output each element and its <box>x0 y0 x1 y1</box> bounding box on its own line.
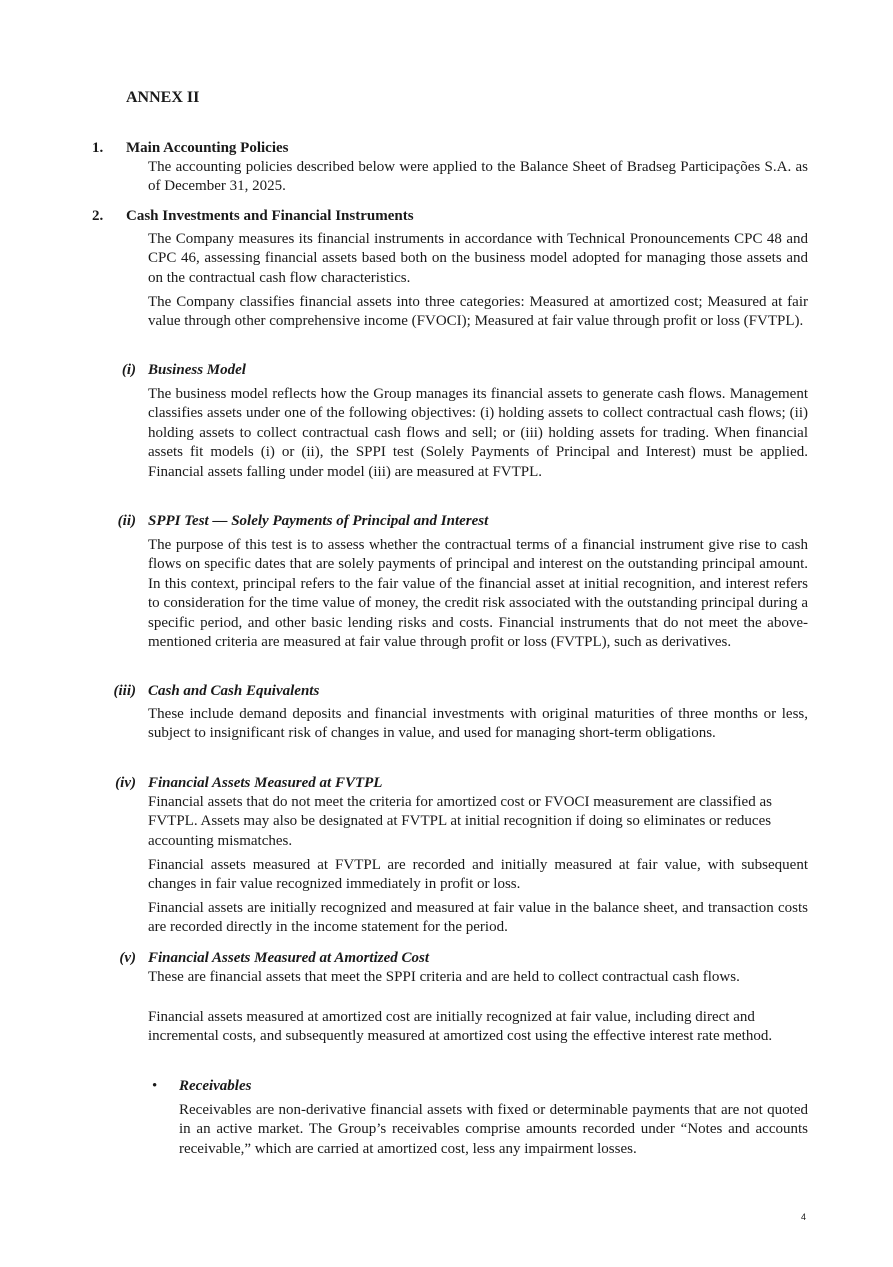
section-1-number: 1. <box>92 140 104 156</box>
subsection-i-label: (i) <box>121 362 136 378</box>
subsection-iv-heading: Financial Assets Measured at FVTPL <box>148 775 383 791</box>
subsection-iv-paragraph-2: Financial assets measured at FVTPL are recorded and initially measured at fair value, with subsequent changes in fair value recognized immediately in profit or loss. <box>148 857 808 893</box>
subsection-i-heading: Business Model <box>148 362 246 378</box>
section-1-heading: Main Accounting Policies <box>126 140 289 156</box>
section-2-paragraph-1: The Company measures its financial instruments in accordance with Technical Pronouncements CPC 48 and CPC 46, assessing financial assets based both on the business model adopted for managing those assets and on the contractual cash flow characteristics. <box>148 231 808 286</box>
section-2-heading: Cash Investments and Financial Instruments <box>126 208 414 224</box>
page-number: 4 <box>801 1212 807 1222</box>
bullet-icon: • <box>152 1078 158 1094</box>
subsection-v-label: (v) <box>119 950 136 966</box>
subsection-iii-label: (iii) <box>113 683 136 699</box>
page-title: ANNEX II <box>126 89 200 106</box>
section-1-paragraph: The accounting policies described below were applied to the Balance Sheet of Bradseg Participações S.A. as of December 31, 2025. <box>148 159 808 195</box>
subsection-iv-paragraph-1: Financial assets that do not meet the criteria for amortized cost or FVOCI measurement are classified as FVTPL. Assets may also be designated at FVTPL at initial recognition if doing so eliminates or reduces accounting mismatches. <box>148 794 772 849</box>
subsection-i-paragraph: The business model reflects how the Group manages its financial assets to generate cash flows. Management classifies assets under one of the following objectives: (i) holding assets to collect contractual cash flows; (ii) holding assets to collect contractual cash flows and sell; or (iii) holding assets for trading. When financial assets fit models (i) or (ii), the SPPI test (Solely Payments of Principal and Interest) must be applied. Financial assets falling under model (iii) are measured at FVTPL. <box>148 386 808 480</box>
subsection-ii-label: (ii) <box>117 513 136 529</box>
receivables-heading: Receivables <box>179 1078 252 1094</box>
subsection-iv-paragraph-3: Financial assets are initially recognized and measured at fair value in the balance sheet, and transaction costs are recorded directly in the income statement for the period. <box>148 900 808 936</box>
subsection-iv-label: (iv) <box>115 775 136 791</box>
subsection-iii-heading: Cash and Cash Equivalents <box>148 683 320 699</box>
receivables-paragraph: Receivables are non-derivative financial assets with fixed or determinable payments that are not quoted in an active market. The Group’s receivables comprise amounts recorded under “Notes and accounts receivable,” which are carried at amortized cost, less any impairment losses. <box>179 1102 808 1157</box>
subsection-v-heading: Financial Assets Measured at Amortized Cost <box>148 950 430 966</box>
subsection-iii-paragraph: These include demand deposits and financial investments with original maturities of three months or less, subject to insignificant risk of changes in value, and used for managing short-term obligations. <box>148 706 808 742</box>
subsection-v-paragraph-2: Financial assets measured at amortized cost are initially recognized at fair value, including direct and incremental costs, and subsequently measured at amortized cost using the effective interest rate method. <box>148 1009 773 1045</box>
subsection-ii-paragraph: The purpose of this test is to assess whether the contractual terms of a financial instrument give rise to cash flows on specific dates that are solely payments of principal and interest on the outstanding principal amount. In this context, principal refers to the fair value of the financial asset at initial recognition, and interest refers to consideration for the time value of money, the credit risk associated with the outstanding principal during a specific period, and other basic lending risks and costs. Financial instruments that do not meet the above-mentioned criteria are measured at fair value through profit or loss (FVTPL), such as derivatives. <box>148 537 808 651</box>
section-2-number: 2. <box>92 208 104 224</box>
subsection-ii-heading: SPPI Test — Solely Payments of Principal and Interest <box>148 513 489 529</box>
subsection-v-paragraph-1: These are financial assets that meet the SPPI criteria and are held to collect contractual cash flows. <box>148 969 740 985</box>
section-2-paragraph-2: The Company classifies financial assets into three categories: Measured at amortized cost; Measured at fair value through other comprehensive income (FVOCI); Measured at fair value through profit or loss (FVTPL). <box>148 294 808 330</box>
